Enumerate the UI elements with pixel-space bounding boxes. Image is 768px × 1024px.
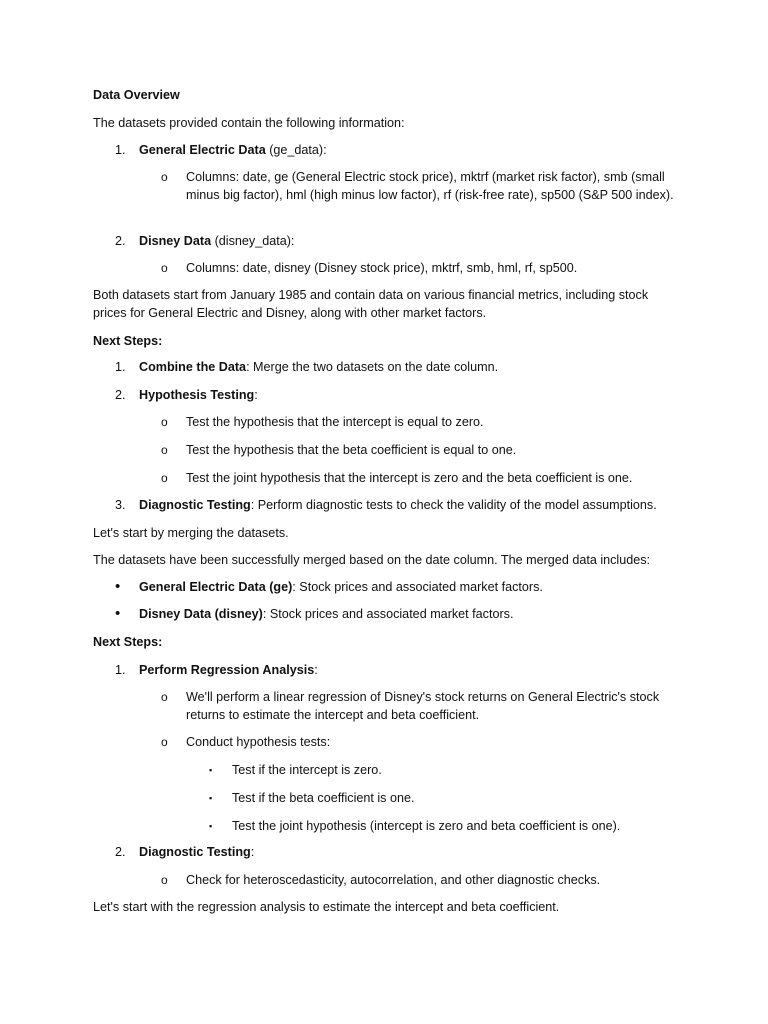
bullet: • bbox=[115, 578, 121, 595]
step-item: Perform Regression Analysis: bbox=[139, 663, 318, 677]
step-item: Combine the Data: Merge the two datasets on the date column. bbox=[139, 360, 499, 374]
merged-item: General Electric Data (ge): Stock prices and associated market factors. bbox=[139, 580, 543, 594]
circle-bullet: o bbox=[161, 443, 168, 457]
dataset-item: Disney Data (disney_data): bbox=[139, 234, 295, 248]
test-item: Test if the intercept is zero. bbox=[232, 763, 382, 777]
next-steps-heading: Next Steps: bbox=[93, 334, 163, 348]
step-item: Hypothesis Testing: bbox=[139, 388, 258, 402]
bullet: • bbox=[115, 605, 121, 622]
dataset-columns: Columns: date, disney (Disney stock price), mktrf, smb, hml, rf, sp500. bbox=[186, 261, 578, 275]
square-bullet: ▪ bbox=[209, 793, 213, 803]
step-item: Diagnostic Testing: Perform diagnostic tests to check the validity of the model assumptions. bbox=[139, 498, 657, 512]
sub-item: Test the hypothesis that the intercept is equal to zero. bbox=[186, 415, 484, 429]
circle-bullet: o bbox=[161, 261, 168, 275]
sub-item: Check for heteroscedasticity, autocorrelation, and other diagnostic checks. bbox=[186, 873, 601, 887]
circle-bullet: o bbox=[161, 415, 168, 429]
list-number: 3. bbox=[115, 498, 126, 512]
test-item: Test the joint hypothesis (intercept is zero and beta coefficient is one). bbox=[232, 819, 621, 833]
step-item: Diagnostic Testing: bbox=[139, 845, 255, 859]
circle-bullet: o bbox=[161, 690, 168, 704]
summary-paragraph: Both datasets start from January 1985 and contain data on various financial metrics, including stock prices for General Electric and Disney, along with other market factors. bbox=[93, 288, 649, 320]
square-bullet: ▪ bbox=[209, 765, 213, 775]
dataset-item: General Electric Data (ge_data): bbox=[139, 143, 327, 157]
paragraph: The datasets have been successfully merged based on the date column. The merged data includes: bbox=[93, 553, 651, 567]
closing-paragraph: Let's start with the regression analysis to estimate the intercept and beta coefficient. bbox=[93, 900, 560, 914]
dataset-columns: Columns: date, ge (General Electric stock price), mktrf (market risk factor), smb (small minus big factor), hml (high minus low factor), rf (risk-free rate), sp500 (S&P 500 index). bbox=[186, 170, 674, 202]
list-number: 1. bbox=[115, 663, 126, 677]
circle-bullet: o bbox=[161, 735, 168, 749]
list-number: 1. bbox=[115, 143, 126, 157]
sub-item: Test the joint hypothesis that the intercept is zero and the beta coefficient is one. bbox=[186, 471, 633, 485]
circle-bullet: o bbox=[161, 471, 168, 485]
list-number: 2. bbox=[115, 388, 126, 402]
sub-item: Conduct hypothesis tests: bbox=[186, 735, 331, 749]
next-steps-heading: Next Steps: bbox=[93, 635, 163, 649]
intro-paragraph: The datasets provided contain the following information: bbox=[93, 116, 405, 130]
list-number: 2. bbox=[115, 234, 126, 248]
section-heading: Data Overview bbox=[93, 88, 180, 102]
sub-item: Test the hypothesis that the beta coefficient is equal to one. bbox=[186, 443, 517, 457]
test-item: Test if the beta coefficient is one. bbox=[232, 791, 415, 805]
circle-bullet: o bbox=[161, 170, 168, 184]
circle-bullet: o bbox=[161, 873, 168, 887]
square-bullet: ▪ bbox=[209, 821, 213, 831]
list-number: 1. bbox=[115, 360, 126, 374]
paragraph: Let's start by merging the datasets. bbox=[93, 526, 289, 540]
list-number: 2. bbox=[115, 845, 126, 859]
merged-item: Disney Data (disney): Stock prices and associated market factors. bbox=[139, 607, 514, 621]
sub-item: We'll perform a linear regression of Disney's stock returns on General Electric's stock returns to estimate the intercept and beta coefficient. bbox=[186, 690, 660, 722]
